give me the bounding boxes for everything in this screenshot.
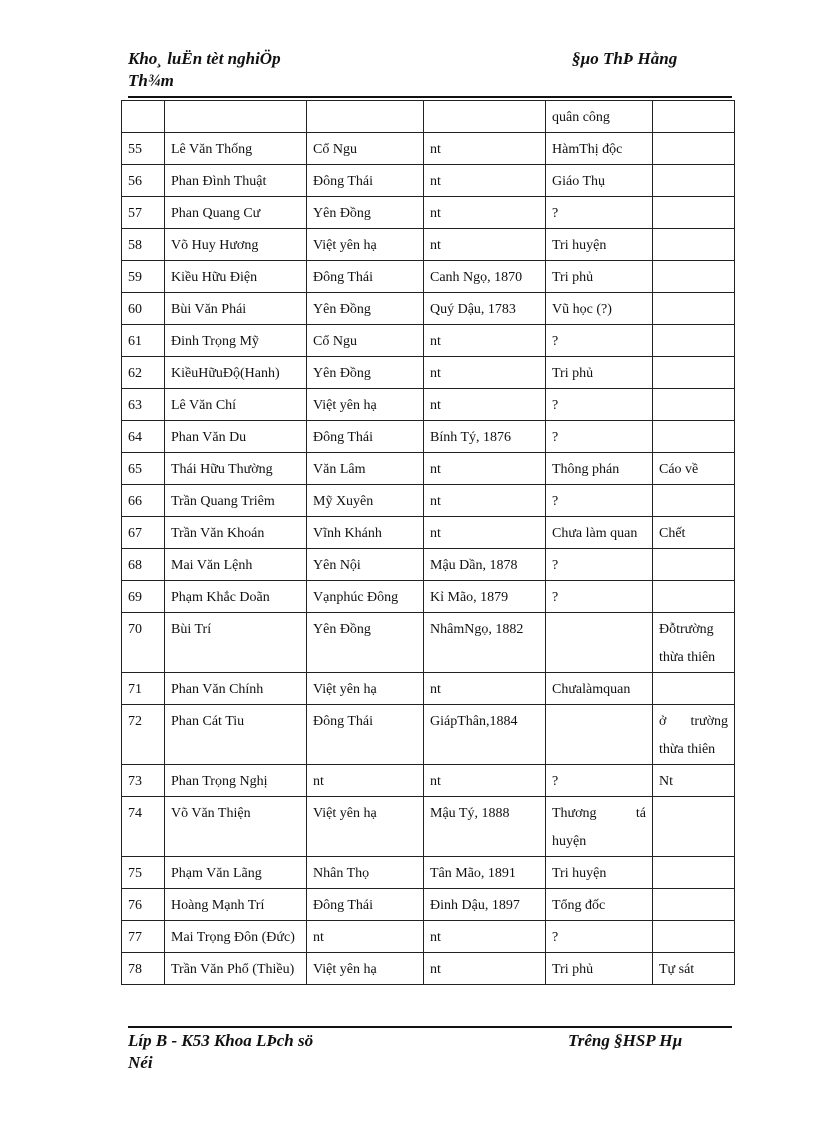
cell-note	[653, 133, 735, 165]
cell-year	[424, 101, 546, 133]
cell-position: Thương tá huyện	[546, 797, 653, 857]
table-row	[122, 261, 735, 293]
cell-year: nt	[424, 165, 546, 197]
table-row	[122, 797, 735, 857]
cell-year: GiápThân,1884	[424, 705, 546, 765]
cell-note	[653, 229, 735, 261]
table-row	[122, 165, 735, 197]
cell-note: Cáo về	[653, 453, 735, 485]
table-row	[122, 517, 735, 549]
cell-place: Vĩnh Khánh	[307, 517, 424, 549]
table-row	[122, 889, 735, 921]
cell-note	[653, 101, 735, 133]
cell-place: Yên Nội	[307, 549, 424, 581]
cell-position: Giáo Thụ	[546, 165, 653, 197]
cell-name: Mai Trọng Đôn (Đức)	[165, 921, 307, 953]
header-rule	[128, 96, 732, 98]
page-footer	[128, 1030, 732, 1080]
cell-name: Hoàng Mạnh Trí	[165, 889, 307, 921]
cell-year: Canh Ngọ, 1870	[424, 261, 546, 293]
table-row	[122, 673, 735, 705]
cell-num: 76	[122, 889, 165, 921]
cell-name: Trần Văn Phổ (Thiều)	[165, 953, 307, 985]
header-left-line2: Th¾m	[128, 71, 174, 90]
cell-position: ?	[546, 765, 653, 797]
cell-name: Phạm Khắc Doãn	[165, 581, 307, 613]
cell-note	[653, 357, 735, 389]
cell-position: Chưa làm quan	[546, 517, 653, 549]
cell-num: 55	[122, 133, 165, 165]
cell-name: Bùi Văn Phái	[165, 293, 307, 325]
cell-position: Tri phủ	[546, 261, 653, 293]
cell-note	[653, 797, 735, 857]
cell-note	[653, 921, 735, 953]
cell-year: nt	[424, 229, 546, 261]
table-row	[122, 485, 735, 517]
cell-place: Đông Thái	[307, 261, 424, 293]
cell-name: Phan Văn Du	[165, 421, 307, 453]
cell-year: nt	[424, 953, 546, 985]
cell-name: KiềuHữuĐộ(Hanh)	[165, 357, 307, 389]
cell-num: 78	[122, 953, 165, 985]
table-row	[122, 133, 735, 165]
cell-name: Võ Huy Hương	[165, 229, 307, 261]
cell-position: Thông phán	[546, 453, 653, 485]
cell-note	[653, 673, 735, 705]
cell-position: Chưalàmquan	[546, 673, 653, 705]
cell-place: nt	[307, 765, 424, 797]
cell-year: nt	[424, 673, 546, 705]
cell-num: 73	[122, 765, 165, 797]
cell-num: 56	[122, 165, 165, 197]
cell-num: 67	[122, 517, 165, 549]
cell-note	[653, 325, 735, 357]
cell-position	[546, 613, 653, 673]
cell-name: Lê Văn Thống	[165, 133, 307, 165]
cell-position: Tổng đốc	[546, 889, 653, 921]
header-right: §µo ThÞ Hằng	[572, 49, 678, 68]
footer-left-line1: Líp B - K53 Khoa LÞch sö	[128, 1031, 314, 1050]
table-row	[122, 421, 735, 453]
cell-num: 63	[122, 389, 165, 421]
cell-year: nt	[424, 453, 546, 485]
cell-place: Yên Đồng	[307, 293, 424, 325]
cell-year: nt	[424, 197, 546, 229]
cell-num: 59	[122, 261, 165, 293]
cell-place: Việt yên hạ	[307, 797, 424, 857]
table-row	[122, 581, 735, 613]
cell-note	[653, 549, 735, 581]
cell-note	[653, 485, 735, 517]
table-row	[122, 953, 735, 985]
footer-left-line2: Néi	[128, 1053, 153, 1072]
cell-num: 72	[122, 705, 165, 765]
table-row	[122, 325, 735, 357]
cell-position: ?	[546, 325, 653, 357]
cell-place: Việt yên hạ	[307, 389, 424, 421]
cell-place: Đông Thái	[307, 705, 424, 765]
cell-num: 60	[122, 293, 165, 325]
cell-year: nt	[424, 133, 546, 165]
table-row	[122, 765, 735, 797]
cell-year: Mậu Tý, 1888	[424, 797, 546, 857]
cell-position: Vũ học (?)	[546, 293, 653, 325]
table-row	[122, 857, 735, 889]
cell-name: Phạm Văn Lãng	[165, 857, 307, 889]
cell-num: 74	[122, 797, 165, 857]
header-left	[128, 48, 378, 92]
cell-name: Phan Quang Cư	[165, 197, 307, 229]
table-row	[122, 613, 735, 673]
cell-position: ?	[546, 197, 653, 229]
table-row	[122, 549, 735, 581]
cell-year: NhâmNgọ, 1882	[424, 613, 546, 673]
cell-place: Văn Lâm	[307, 453, 424, 485]
cell-num: 65	[122, 453, 165, 485]
cell-name: Thái Hữu Thường	[165, 453, 307, 485]
cell-place: Việt yên hạ	[307, 229, 424, 261]
cell-year: Đinh Dậu, 1897	[424, 889, 546, 921]
cell-place: Yên Đồng	[307, 197, 424, 229]
cell-year: nt	[424, 485, 546, 517]
cell-place: Cổ Ngu	[307, 325, 424, 357]
cell-position: ?	[546, 421, 653, 453]
cell-note: Nt	[653, 765, 735, 797]
cell-place: Vạnphúc Đông	[307, 581, 424, 613]
cell-position: Tri phủ	[546, 357, 653, 389]
cell-year: nt	[424, 389, 546, 421]
cell-name: Trần Quang Triêm	[165, 485, 307, 517]
cell-note	[653, 389, 735, 421]
cell-name: Phan Trọng Nghị	[165, 765, 307, 797]
cell-note: Tự sát	[653, 953, 735, 985]
cell-place: Mỹ Xuyên	[307, 485, 424, 517]
cell-num: 75	[122, 857, 165, 889]
cell-num: 61	[122, 325, 165, 357]
cell-note	[653, 421, 735, 453]
cell-num: 71	[122, 673, 165, 705]
footer-rule	[128, 1026, 732, 1028]
cell-year: Tân Mão, 1891	[424, 857, 546, 889]
cell-position: Tri huyện	[546, 857, 653, 889]
cell-name: Võ Văn Thiện	[165, 797, 307, 857]
cell-year: Bính Tý, 1876	[424, 421, 546, 453]
cell-name: Phan Văn Chính	[165, 673, 307, 705]
table-row	[122, 101, 735, 133]
cell-place: nt	[307, 921, 424, 953]
cell-position: ?	[546, 549, 653, 581]
cell-name: Đinh Trọng Mỹ	[165, 325, 307, 357]
table-row	[122, 453, 735, 485]
cell-place: Yên Đồng	[307, 613, 424, 673]
cell-year: nt	[424, 765, 546, 797]
cell-place: Cổ Ngu	[307, 133, 424, 165]
cell-name: Bùi Trí	[165, 613, 307, 673]
cell-place: Yên Đồng	[307, 357, 424, 389]
cell-place: Đông Thái	[307, 165, 424, 197]
cell-place	[307, 101, 424, 133]
table-row	[122, 197, 735, 229]
table-body	[122, 101, 735, 985]
cell-note	[653, 261, 735, 293]
cell-num: 69	[122, 581, 165, 613]
cell-num: 62	[122, 357, 165, 389]
cell-year: Quý Dậu, 1783	[424, 293, 546, 325]
table-row	[122, 293, 735, 325]
cell-num: 57	[122, 197, 165, 229]
cell-num: 66	[122, 485, 165, 517]
cell-position	[546, 705, 653, 765]
cell-num: 58	[122, 229, 165, 261]
page-header	[128, 48, 732, 98]
cell-note	[653, 293, 735, 325]
cell-place: Đông Thái	[307, 421, 424, 453]
cell-year: nt	[424, 921, 546, 953]
cell-year: nt	[424, 357, 546, 389]
cell-note	[653, 857, 735, 889]
footer-left	[128, 1030, 378, 1074]
table-row	[122, 357, 735, 389]
table-row	[122, 389, 735, 421]
cell-name: Lê Văn Chí	[165, 389, 307, 421]
cell-note	[653, 165, 735, 197]
cell-name: Mai Văn Lệnh	[165, 549, 307, 581]
cell-place: Việt yên hạ	[307, 673, 424, 705]
cell-position: quân công	[546, 101, 653, 133]
cell-position: ?	[546, 485, 653, 517]
cell-place: Nhân Thọ	[307, 857, 424, 889]
cell-year: nt	[424, 517, 546, 549]
cell-note	[653, 581, 735, 613]
cell-num: 77	[122, 921, 165, 953]
cell-position: Tri phủ	[546, 953, 653, 985]
cell-place: Đông Thái	[307, 889, 424, 921]
cell-position: ?	[546, 581, 653, 613]
header-left-line1: Kho¸ luËn tèt nghiÖp	[128, 49, 281, 68]
cell-name: Kiều Hữu Điện	[165, 261, 307, 293]
cell-note: ở trường thừa thiên	[653, 705, 735, 765]
cell-year: nt	[424, 325, 546, 357]
cell-note: Chết	[653, 517, 735, 549]
cell-num: 68	[122, 549, 165, 581]
cell-note	[653, 889, 735, 921]
table-row	[122, 921, 735, 953]
table-row	[122, 229, 735, 261]
cell-name	[165, 101, 307, 133]
cell-position: ?	[546, 921, 653, 953]
cell-name: Phan Cát Tiu	[165, 705, 307, 765]
cell-num: 70	[122, 613, 165, 673]
cell-num	[122, 101, 165, 133]
cell-num: 64	[122, 421, 165, 453]
cell-position: ?	[546, 389, 653, 421]
cell-position: Tri huyện	[546, 229, 653, 261]
graduates-table	[121, 100, 735, 985]
cell-note	[653, 197, 735, 229]
cell-note: Đỗtrường thừa thiên	[653, 613, 735, 673]
cell-place: Việt yên hạ	[307, 953, 424, 985]
table-row	[122, 705, 735, 765]
footer-right: Trêng §HSP Hµ	[568, 1031, 683, 1050]
cell-name: Phan Đình Thuật	[165, 165, 307, 197]
cell-year: Mậu Dần, 1878	[424, 549, 546, 581]
cell-year: Kỉ Mão, 1879	[424, 581, 546, 613]
cell-position: HàmThị độc	[546, 133, 653, 165]
cell-name: Trần Văn Khoán	[165, 517, 307, 549]
